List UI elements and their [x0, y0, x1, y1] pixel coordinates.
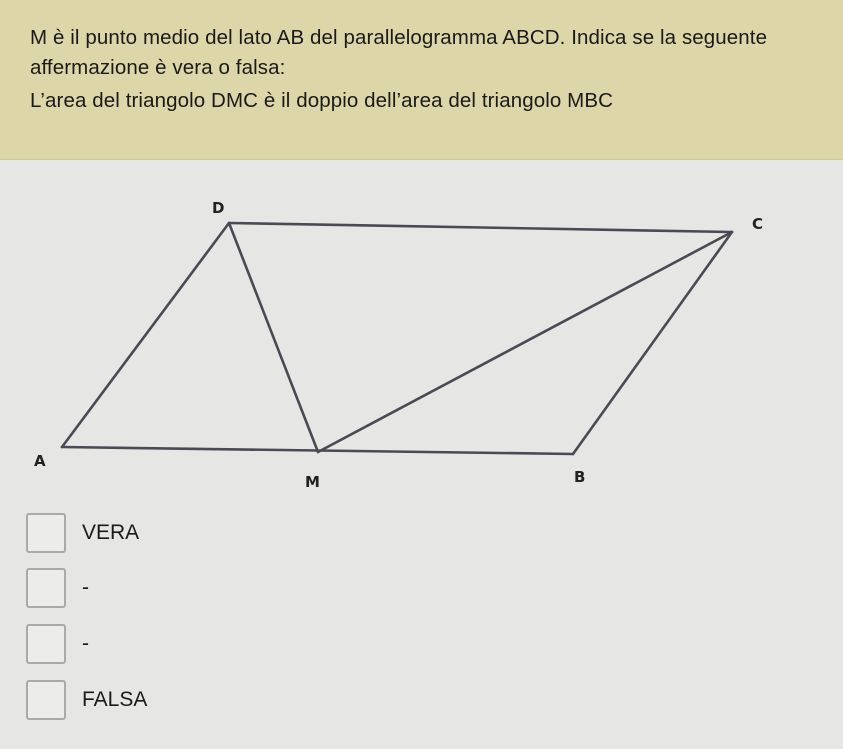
option-label-vera: VERA [82, 521, 140, 544]
parallelogram-figure [0, 180, 843, 500]
segment-dm [229, 223, 318, 452]
option-2[interactable] [26, 568, 326, 610]
side-da [62, 223, 229, 447]
checkbox-3[interactable] [26, 624, 66, 664]
checkbox-2[interactable] [26, 568, 66, 608]
option-falsa[interactable] [26, 680, 326, 722]
question-text-line-1: M è il punto medio del lato AB del parallelogramma ABCD. Indica se la seguente [30, 26, 768, 49]
question-statement: L’area del triangolo DMC è il doppio dell’area del triangolo MBC [30, 89, 614, 112]
parallelogram-diagram [0, 180, 843, 500]
vertex-label-a: A [34, 452, 46, 470]
option-vera[interactable] [26, 513, 326, 555]
option-label-3: - [82, 632, 89, 655]
vertex-label-b: B [574, 468, 586, 486]
checkbox-vera[interactable] [26, 513, 66, 553]
side-bc [573, 232, 732, 454]
option-3[interactable] [26, 624, 326, 666]
vertex-label-d: D [212, 199, 225, 217]
option-label-falsa: FALSA [82, 688, 148, 711]
question-box [0, 0, 843, 160]
vertex-label-m: M [305, 473, 320, 491]
side-cd [229, 223, 732, 232]
question-text-line-2: affermazione è vera o falsa: [30, 56, 286, 79]
vertex-label-c: C [752, 215, 764, 233]
option-label-2: - [82, 576, 89, 599]
segment-mc [318, 232, 732, 452]
checkbox-falsa[interactable] [26, 680, 66, 720]
